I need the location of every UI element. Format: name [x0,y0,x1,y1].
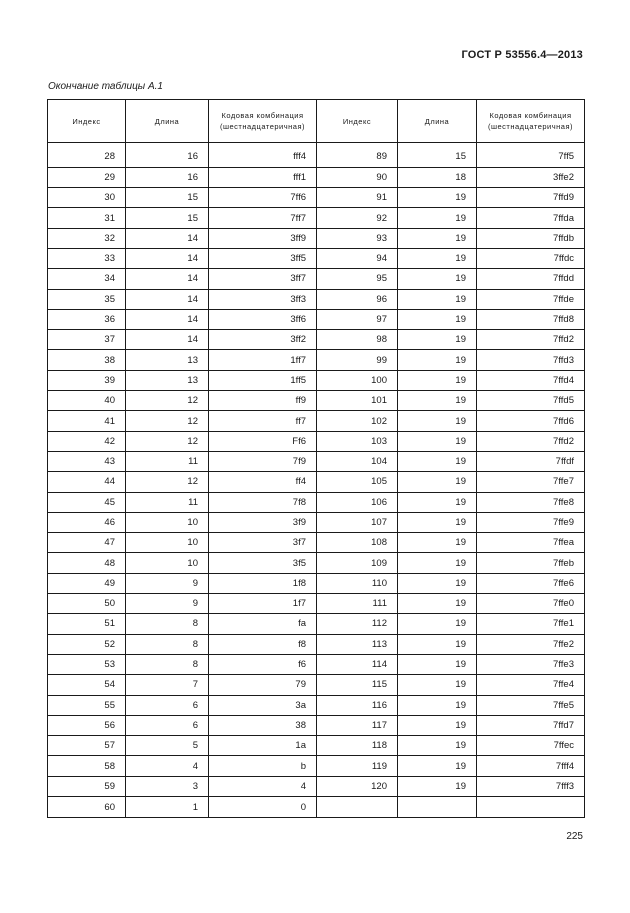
column-header-index: Индекс [317,100,398,143]
cell-index: 43 [48,451,126,471]
table-row [48,330,585,350]
cell-length: 19 [398,614,477,634]
cell-codeword: 1f8 [209,573,317,593]
table-row [48,188,585,208]
table-row [48,553,585,573]
cell-index: 56 [48,715,126,735]
cell-length: 16 [126,147,209,167]
cell-codeword: 3a [209,695,317,715]
cell-index: 104 [317,451,398,471]
table-row [48,309,585,329]
cell-codeword: 7ffd5 [477,391,585,411]
cell-codeword [477,797,585,818]
cell-index: 99 [317,350,398,370]
cell-index: 113 [317,634,398,654]
cell-codeword: 7ffd3 [477,350,585,370]
cell-index: 109 [317,553,398,573]
cell-codeword: b [209,756,317,776]
column-header-codeword: Кодовая комбинация (шестнадцатеричная) [209,100,317,143]
cell-length: 19 [398,451,477,471]
cell-index: 93 [317,228,398,248]
cell-length: 8 [126,614,209,634]
cell-codeword: 4 [209,776,317,796]
cell-index: 35 [48,289,126,309]
cell-length: 19 [398,208,477,228]
table-row [48,208,585,228]
cell-codeword: 7ffdb [477,228,585,248]
cell-index: 48 [48,553,126,573]
cell-index: 47 [48,533,126,553]
table-row [48,431,585,451]
cell-index: 53 [48,654,126,674]
cell-codeword: 7ffe1 [477,614,585,634]
cell-codeword: 7ffd4 [477,370,585,390]
table-row [48,370,585,390]
cell-index: 44 [48,472,126,492]
cell-length: 1 [126,797,209,818]
cell-index: 38 [48,350,126,370]
cell-codeword: 7ff5 [477,147,585,167]
cell-codeword: 1ff7 [209,350,317,370]
cell-index: 52 [48,634,126,654]
table-caption: Окончание таблицы А.1 [48,81,163,92]
cell-codeword: 7ffdf [477,451,585,471]
cell-length [398,797,477,818]
cell-length: 19 [398,391,477,411]
cell-length: 19 [398,269,477,289]
cell-index: 28 [48,147,126,167]
cell-index: 102 [317,411,398,431]
table-header-row [48,100,585,143]
table-row [48,736,585,756]
cell-codeword: 1f7 [209,594,317,614]
cell-length: 19 [398,512,477,532]
cell-length: 10 [126,533,209,553]
table-row [48,756,585,776]
table-row [48,228,585,248]
cell-codeword: Ff6 [209,431,317,451]
cell-codeword: 1ff5 [209,370,317,390]
cell-codeword: 7ffe2 [477,634,585,654]
cell-length: 15 [398,147,477,167]
cell-length: 14 [126,289,209,309]
cell-index [317,797,398,818]
cell-length: 3 [126,776,209,796]
cell-codeword: 7ffde [477,289,585,309]
cell-length: 19 [398,634,477,654]
page-number: 225 [566,831,583,842]
cell-length: 10 [126,512,209,532]
cell-length: 19 [398,370,477,390]
cell-length: 19 [398,695,477,715]
cell-codeword: 7ffec [477,736,585,756]
table-row [48,533,585,553]
cell-index: 119 [317,756,398,776]
table-row [48,411,585,431]
cell-index: 96 [317,289,398,309]
cell-codeword: fff1 [209,167,317,187]
cell-codeword: 38 [209,715,317,735]
cell-index: 40 [48,391,126,411]
cell-length: 8 [126,654,209,674]
cell-index: 31 [48,208,126,228]
cell-index: 29 [48,167,126,187]
table-row [48,695,585,715]
cell-length: 14 [126,330,209,350]
table-row [48,269,585,289]
cell-index: 92 [317,208,398,228]
cell-codeword: ff4 [209,472,317,492]
cell-length: 19 [398,756,477,776]
cell-index: 59 [48,776,126,796]
cell-codeword: 3f9 [209,512,317,532]
cell-length: 11 [126,492,209,512]
cell-length: 7 [126,675,209,695]
cell-index: 107 [317,512,398,532]
cell-codeword: 3ff6 [209,309,317,329]
table-row [48,451,585,471]
cell-index: 33 [48,248,126,268]
cell-codeword: 7ffe8 [477,492,585,512]
cell-index: 41 [48,411,126,431]
cell-codeword: 7ffe6 [477,573,585,593]
table-row [48,350,585,370]
cell-codeword: 7ffd2 [477,330,585,350]
table-row [48,675,585,695]
cell-codeword: fff4 [209,147,317,167]
table-row [48,614,585,634]
table-row [48,573,585,593]
cell-codeword: 3f7 [209,533,317,553]
cell-codeword: fa [209,614,317,634]
cell-codeword: 7ffd8 [477,309,585,329]
cell-length: 19 [398,431,477,451]
cell-length: 13 [126,350,209,370]
cell-length: 14 [126,269,209,289]
cell-length: 10 [126,553,209,573]
table-row [48,289,585,309]
cell-index: 90 [317,167,398,187]
cell-index: 112 [317,614,398,634]
cell-codeword: 7f9 [209,451,317,471]
cell-length: 14 [126,228,209,248]
cell-length: 5 [126,736,209,756]
cell-length: 6 [126,715,209,735]
cell-codeword: 7ffda [477,208,585,228]
cell-length: 19 [398,228,477,248]
cell-codeword: 7fff3 [477,776,585,796]
table-body [48,143,585,818]
cell-index: 32 [48,228,126,248]
cell-codeword: 7ffd7 [477,715,585,735]
cell-index: 60 [48,797,126,818]
cell-length: 19 [398,411,477,431]
cell-length: 19 [398,492,477,512]
cell-index: 50 [48,594,126,614]
cell-index: 97 [317,309,398,329]
cell-index: 36 [48,309,126,329]
cell-length: 9 [126,573,209,593]
cell-codeword: 7ffe4 [477,675,585,695]
table-row [48,472,585,492]
cell-index: 46 [48,512,126,532]
cell-index: 42 [48,431,126,451]
cell-index: 34 [48,269,126,289]
cell-codeword: 0 [209,797,317,818]
cell-index: 105 [317,472,398,492]
cell-length: 19 [398,675,477,695]
cell-codeword: 3ff7 [209,269,317,289]
cell-length: 18 [398,167,477,187]
cell-codeword: 7ffe5 [477,695,585,715]
cell-index: 118 [317,736,398,756]
cell-codeword: 7ff7 [209,208,317,228]
cell-codeword: 7ffdc [477,248,585,268]
cell-codeword: 3ff5 [209,248,317,268]
table-row [48,391,585,411]
cell-codeword: 7fff4 [477,756,585,776]
cell-length: 13 [126,370,209,390]
cell-index: 57 [48,736,126,756]
cell-length: 6 [126,695,209,715]
cell-codeword: ff9 [209,391,317,411]
cell-length: 14 [126,309,209,329]
cell-codeword: 3ff2 [209,330,317,350]
cell-index: 98 [317,330,398,350]
cell-codeword: 7ffeb [477,553,585,573]
cell-index: 51 [48,614,126,634]
cell-index: 54 [48,675,126,695]
cell-index: 101 [317,391,398,411]
cell-index: 58 [48,756,126,776]
column-header-length: Длина [126,100,209,143]
cell-length: 19 [398,309,477,329]
cell-index: 115 [317,675,398,695]
cell-codeword: 7f8 [209,492,317,512]
cell-codeword: 3ff9 [209,228,317,248]
cell-index: 120 [317,776,398,796]
cell-index: 37 [48,330,126,350]
cell-codeword: 3f5 [209,553,317,573]
cell-index: 45 [48,492,126,512]
cell-length: 15 [126,188,209,208]
cell-index: 95 [317,269,398,289]
cell-codeword: 7ffd2 [477,431,585,451]
table-row [48,654,585,674]
table-row [48,634,585,654]
table-row [48,248,585,268]
cell-length: 12 [126,391,209,411]
cell-length: 8 [126,634,209,654]
cell-index: 49 [48,573,126,593]
cell-length: 12 [126,472,209,492]
cell-length: 19 [398,289,477,309]
cell-codeword: 7ffdd [477,269,585,289]
cell-index: 110 [317,573,398,593]
cell-length: 19 [398,594,477,614]
table-row [48,512,585,532]
cell-codeword: 7ffe3 [477,654,585,674]
cell-index: 39 [48,370,126,390]
column-header-length: Длина [398,100,477,143]
cell-index: 55 [48,695,126,715]
cell-length: 19 [398,188,477,208]
cell-length: 15 [126,208,209,228]
cell-codeword: 7ffe0 [477,594,585,614]
cell-length: 19 [398,350,477,370]
cell-codeword: ff7 [209,411,317,431]
cell-codeword: f6 [209,654,317,674]
cell-index: 106 [317,492,398,512]
table-row [48,167,585,187]
cell-length: 9 [126,594,209,614]
cell-codeword: 7ffe9 [477,512,585,532]
cell-index: 108 [317,533,398,553]
cell-codeword: 1a [209,736,317,756]
cell-index: 111 [317,594,398,614]
cell-index: 114 [317,654,398,674]
cell-length: 19 [398,330,477,350]
cell-codeword: 7ffd6 [477,411,585,431]
cell-index: 30 [48,188,126,208]
cell-index: 91 [317,188,398,208]
cell-index: 103 [317,431,398,451]
cell-length: 19 [398,533,477,553]
document-standard-header: ГОСТ Р 53556.4—2013 [461,49,583,61]
cell-length: 16 [126,167,209,187]
cell-codeword: 7ff6 [209,188,317,208]
cell-codeword: 7ffd9 [477,188,585,208]
table-row [48,147,585,167]
cell-length: 19 [398,573,477,593]
cell-codeword: 79 [209,675,317,695]
cell-index: 94 [317,248,398,268]
table-row [48,492,585,512]
cell-index: 116 [317,695,398,715]
cell-length: 19 [398,472,477,492]
cell-index: 89 [317,147,398,167]
cell-length: 19 [398,654,477,674]
cell-index: 117 [317,715,398,735]
table-row [48,715,585,735]
huffman-code-table [47,99,585,818]
cell-length: 12 [126,431,209,451]
cell-length: 4 [126,756,209,776]
cell-length: 19 [398,736,477,756]
cell-codeword: 7ffe7 [477,472,585,492]
cell-codeword: 3ffe2 [477,167,585,187]
column-header-codeword: Кодовая комбинация (шестнадцатеричная) [477,100,585,143]
column-header-index: Индекс [48,100,126,143]
cell-codeword: f8 [209,634,317,654]
cell-length: 19 [398,553,477,573]
cell-length: 19 [398,776,477,796]
cell-length: 12 [126,411,209,431]
cell-codeword: 3ff3 [209,289,317,309]
cell-length: 19 [398,248,477,268]
cell-length: 11 [126,451,209,471]
cell-index: 100 [317,370,398,390]
cell-length: 19 [398,715,477,735]
table-row [48,776,585,796]
table-row [48,797,585,818]
cell-length: 14 [126,248,209,268]
table-row [48,594,585,614]
cell-codeword: 7ffea [477,533,585,553]
